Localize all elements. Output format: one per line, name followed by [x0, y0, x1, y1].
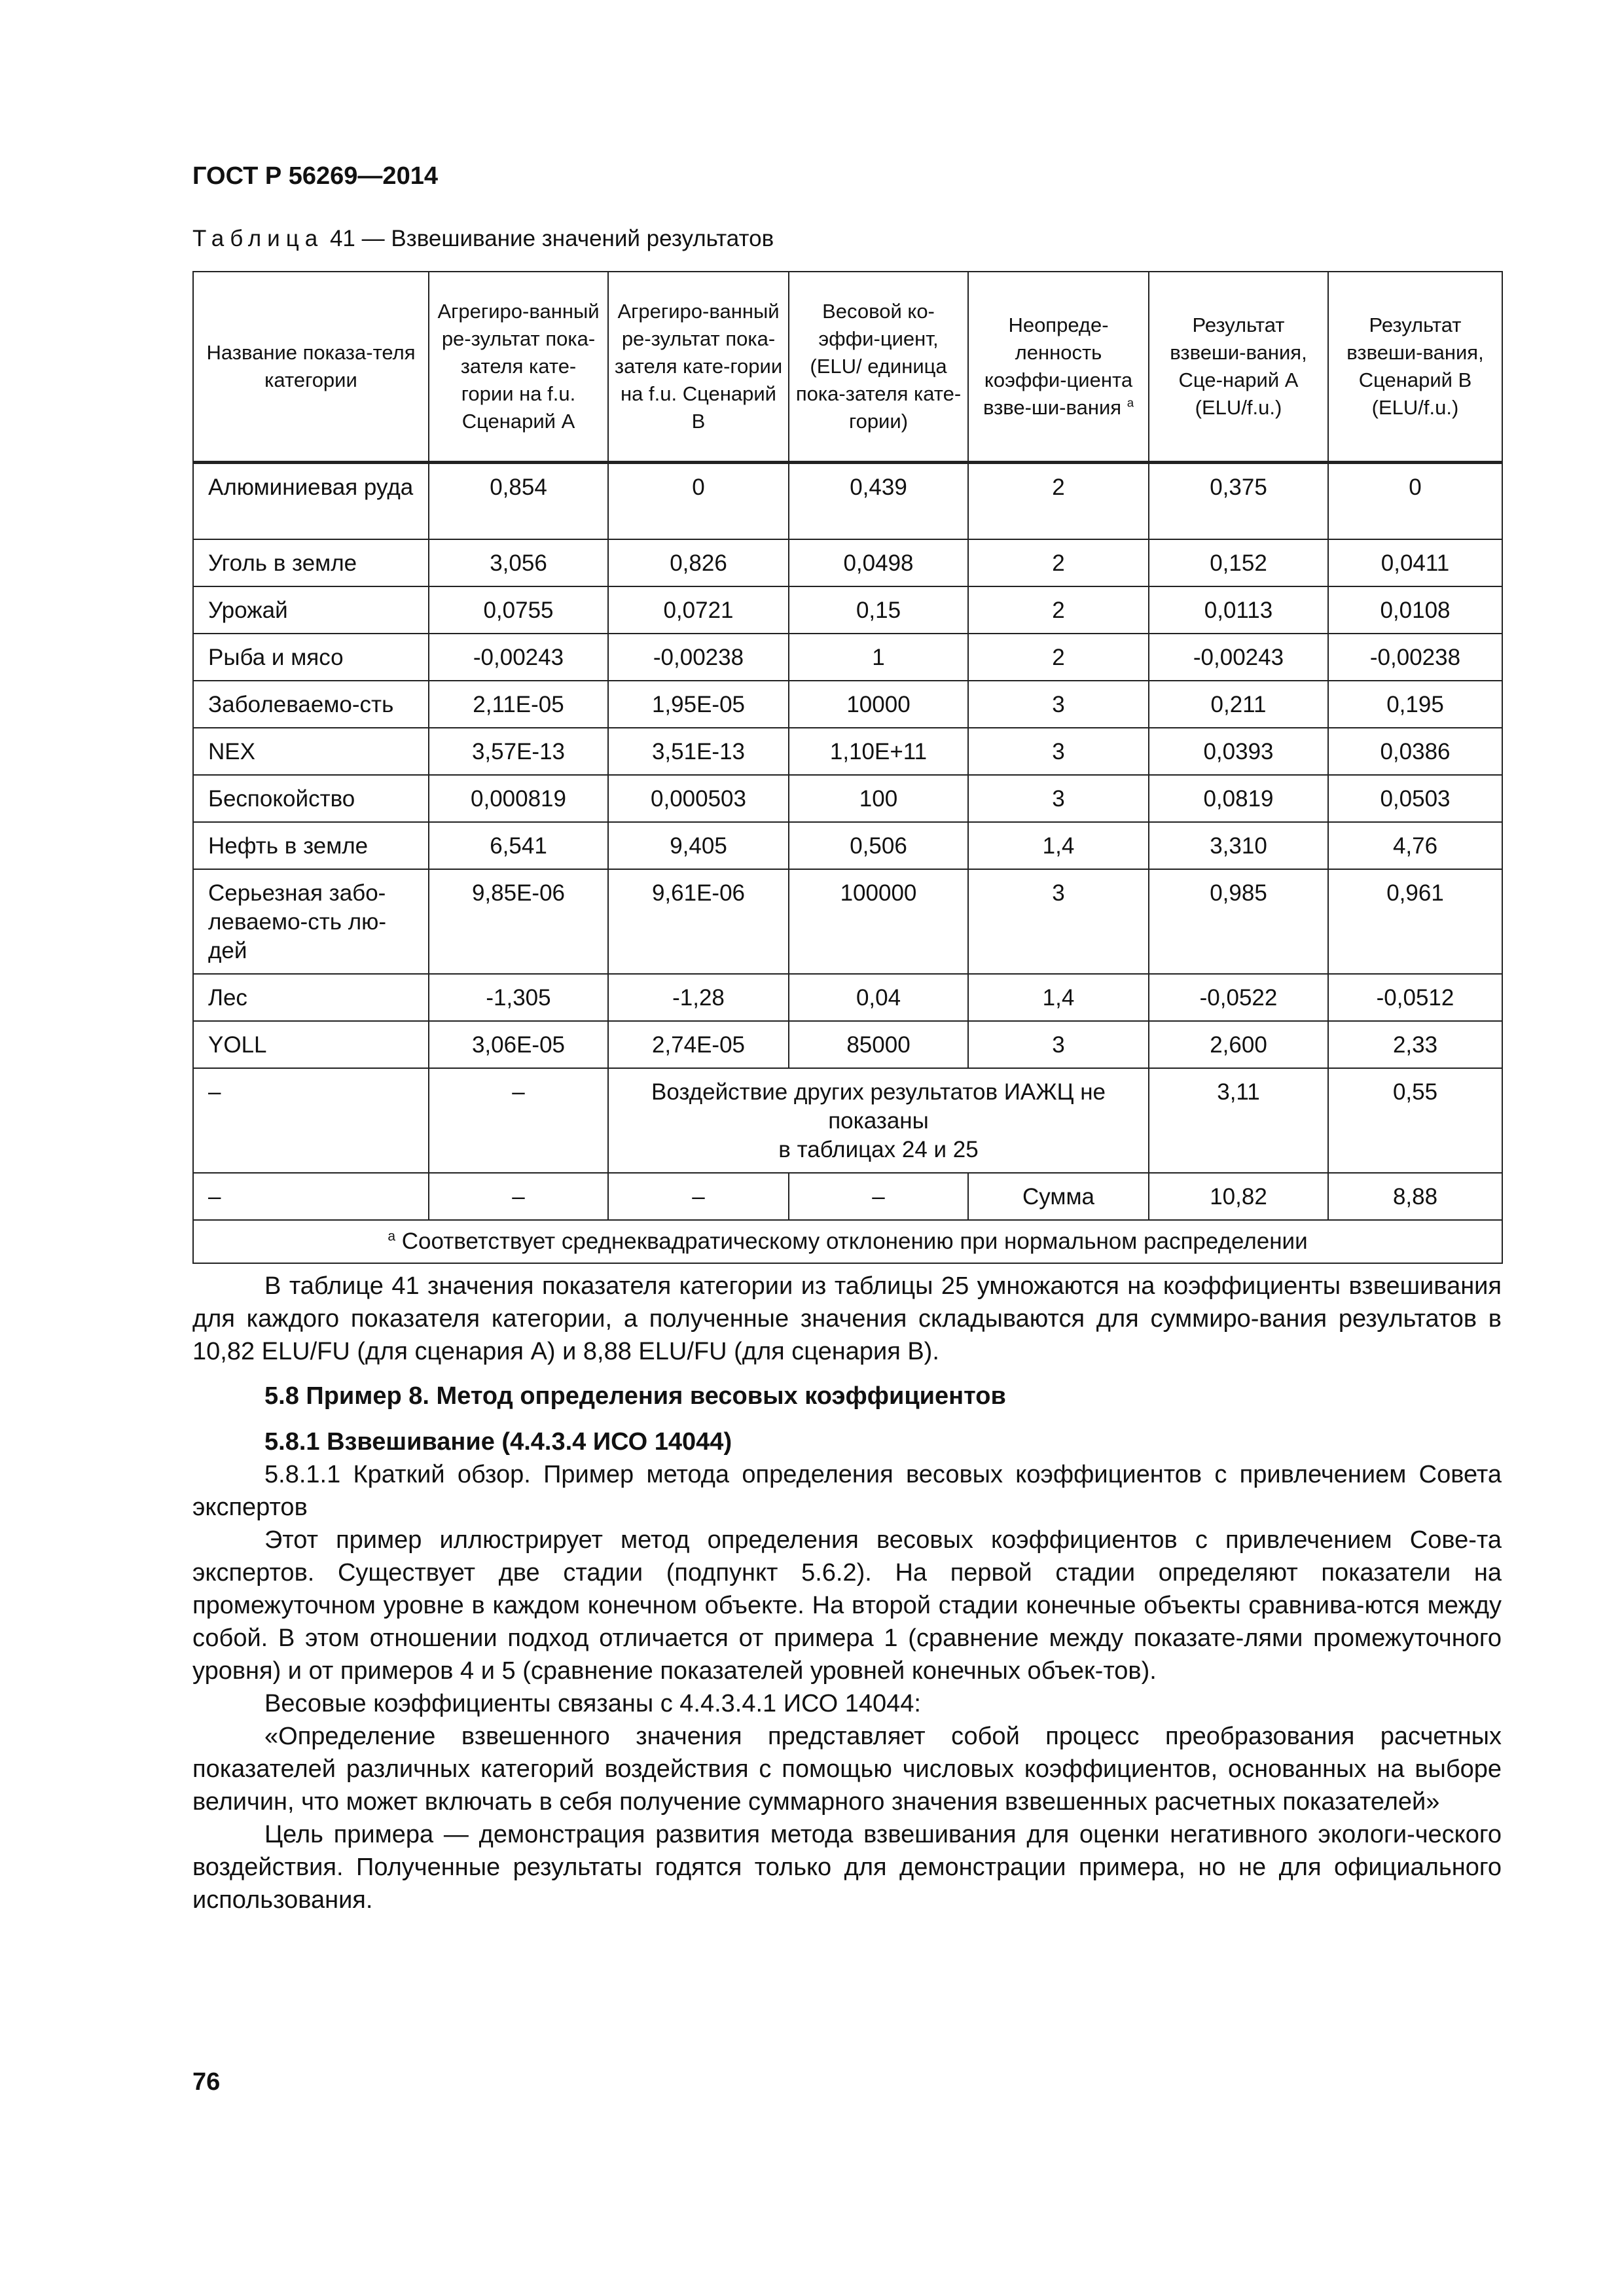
cell-weight: 1,10E+11	[789, 728, 968, 775]
header-uncertainty	[968, 272, 1149, 463]
paragraph-goal: Цель примера — демонстрация развития метода взвешивания для оценки негативного экологи-ческого воздействия. Полученные результаты годятся только для демонстрации примера, но не для официального использования.	[192, 1821, 1502, 1914]
section-heading-5-8-1: 5.8.1 Взвешивание (4.4.3.4 ИСО 14044)	[264, 1428, 732, 1456]
table-footnote-row	[193, 1220, 1502, 1263]
cell-a: -1,305	[429, 974, 608, 1021]
cell-weight: 0,439	[789, 463, 968, 540]
cell-name: NEX	[193, 728, 429, 775]
cell-result-a: 0,152	[1149, 539, 1328, 586]
cell-weight: 1	[789, 634, 968, 681]
cell-uncertainty: 3	[968, 728, 1149, 775]
cell-result-b: 0,55	[1328, 1068, 1502, 1173]
cell-uncertainty: 2	[968, 586, 1149, 634]
header-result-b: Результат взвеши-вания, Сценарий В (ELU/f.u.)	[1328, 272, 1502, 463]
document-header: ГОСТ Р 56269—2014	[192, 162, 438, 190]
cell-weight: 100000	[789, 869, 968, 974]
footnote-mark: a	[388, 1229, 396, 1244]
cell-weight: 0,04	[789, 974, 968, 1021]
page-number: 76	[192, 2068, 221, 2096]
table-row	[193, 681, 1502, 728]
cell-a: -0,00243	[429, 634, 608, 681]
table-caption	[192, 226, 774, 252]
table-row	[193, 728, 1502, 775]
cell-a: 0,000819	[429, 775, 608, 822]
cell-result-a: 2,600	[1149, 1021, 1328, 1068]
header-aggregated-a: Агрегиро-ванный ре-зультат пока-зателя кате-гории на f.u. Сценарий А	[429, 272, 608, 463]
table-footnote	[193, 1220, 1502, 1263]
cell-result-a: 0,0819	[1149, 775, 1328, 822]
cell-uncertainty: 3	[968, 681, 1149, 728]
cell-b: -0,00238	[608, 634, 789, 681]
cell-name: –	[193, 1068, 429, 1173]
cell-result-b: 2,33	[1328, 1021, 1502, 1068]
cell-uncertainty: 2	[968, 634, 1149, 681]
cell-a: 3,056	[429, 539, 608, 586]
cell-name: Алюминиевая руда	[193, 463, 429, 540]
table-row	[193, 539, 1502, 586]
cell-name: Уголь в земле	[193, 539, 429, 586]
cell-result-a: 3,11	[1149, 1068, 1328, 1173]
cell-result-a: 3,310	[1149, 822, 1328, 869]
cell-a: 9,85E-06	[429, 869, 608, 974]
paragraph-quote: «Определение взвешенного значения представляет собой процесс преобразования расчетных показателей различных категорий воздействия с помощью числовых коэффициентов, основанных на выборе величин, что может включать в себя получение суммарного значения взвешенных расчетных показателей»	[192, 1723, 1502, 1816]
cell-b: 2,74E-05	[608, 1021, 789, 1068]
paragraph-overview: 5.8.1.1 Краткий обзор. Пример метода определения весовых коэффициентов с привлечением Совета экспертов	[192, 1461, 1502, 1521]
weighting-table	[192, 271, 1503, 1264]
table-row	[193, 463, 1502, 540]
other-note-line1: Воздействие других результатов ИАЖЦ не показаны	[651, 1079, 1106, 1134]
cell-other-note	[608, 1068, 1149, 1173]
header-uncertainty-sup: a	[1127, 395, 1134, 410]
body-text	[192, 1270, 1502, 1916]
header-result-a: Результат взвеши-вания, Сце-нарий А (ELU/f.u.)	[1149, 272, 1328, 463]
cell-result-b: 0	[1328, 463, 1502, 540]
paragraph-weights: Весовые коэффициенты связаны с 4.4.3.4.1 ИСО 14044:	[264, 1690, 921, 1717]
table-row-sum	[193, 1173, 1502, 1220]
cell-b: 9,61E-06	[608, 869, 789, 974]
cell-uncertainty: 1,4	[968, 974, 1149, 1021]
cell-b: 1,95E-05	[608, 681, 789, 728]
cell-uncertainty: 3	[968, 1021, 1149, 1068]
table-row	[193, 869, 1502, 974]
section-heading-5-8: 5.8 Пример 8. Метод определения весовых коэффициентов	[264, 1382, 1006, 1410]
cell-weight: 85000	[789, 1021, 968, 1068]
cell-result-b: 0,961	[1328, 869, 1502, 974]
cell-result-a: 0,985	[1149, 869, 1328, 974]
cell-result-a: 0,211	[1149, 681, 1328, 728]
cell-b: 0	[608, 463, 789, 540]
cell-result-b: 0,0386	[1328, 728, 1502, 775]
cell-weight: 0,0498	[789, 539, 968, 586]
cell-a: 3,57E-13	[429, 728, 608, 775]
table-header-row	[193, 272, 1502, 463]
table-row	[193, 775, 1502, 822]
header-weight-factor: Весовой ко-эффи-циент, (ELU/ единица пока-зателя кате-гории)	[789, 272, 968, 463]
cell-uncertainty: 3	[968, 775, 1149, 822]
cell-weight: 0,15	[789, 586, 968, 634]
cell-uncertainty: 3	[968, 869, 1149, 974]
cell-name: Серьезная забо-леваемо-сть лю-дей	[193, 869, 429, 974]
paragraph-summary: В таблице 41 значения показателя категории из таблицы 25 умножаются на коэффициенты взвешивания для каждого показателя категории, а полученные значения складываются для суммиро-вания результатов в 10,82 ELU/FU (для сценария А) и 8,88 ELU/FU (для сценария В).	[192, 1272, 1502, 1365]
cell-b: 3,51E-13	[608, 728, 789, 775]
cell-name: –	[193, 1173, 429, 1220]
table-row-other-results	[193, 1068, 1502, 1173]
header-aggregated-b: Агрегиро-ванный ре-зультат пока-зателя кате-гории на f.u. Сценарий В	[608, 272, 789, 463]
table-caption-prefix: Таблица	[192, 226, 324, 251]
cell-result-a: 0,0393	[1149, 728, 1328, 775]
cell-result-b: 0,0108	[1328, 586, 1502, 634]
cell-uncertainty: 2	[968, 463, 1149, 540]
cell-b: -1,28	[608, 974, 789, 1021]
cell-result-b: 0,0503	[1328, 775, 1502, 822]
cell-uncertainty: 1,4	[968, 822, 1149, 869]
cell-result-b: 0,0411	[1328, 539, 1502, 586]
cell-a: 6,541	[429, 822, 608, 869]
cell-result-b: 8,88	[1328, 1173, 1502, 1220]
cell-a: 2,11E-05	[429, 681, 608, 728]
cell-uncertainty: 2	[968, 539, 1149, 586]
cell-name: Нефть в земле	[193, 822, 429, 869]
cell-name: Урожай	[193, 586, 429, 634]
cell-weight: 100	[789, 775, 968, 822]
cell-b: 0,0721	[608, 586, 789, 634]
cell-a: –	[429, 1173, 608, 1220]
footnote-text: Соответствует среднеквадратическому отклонению при нормальном распределении	[395, 1229, 1308, 1254]
cell-result-b: 0,195	[1328, 681, 1502, 728]
cell-a: 3,06E-05	[429, 1021, 608, 1068]
cell-result-b: 4,76	[1328, 822, 1502, 869]
header-uncertainty-text: Неопреде-ленность коэффи-циента взве-ши-вания	[983, 314, 1133, 419]
cell-result-a: 10,82	[1149, 1173, 1328, 1220]
cell-result-a: -0,0522	[1149, 974, 1328, 1021]
cell-a: –	[429, 1068, 608, 1173]
cell-result-b: -0,0512	[1328, 974, 1502, 1021]
table-row	[193, 634, 1502, 681]
table-row	[193, 586, 1502, 634]
header-category-name: Название показа-теля категории	[193, 272, 429, 463]
table-caption-title: 41 — Взвешивание значений результатов	[323, 226, 774, 251]
cell-weight: 10000	[789, 681, 968, 728]
table-row	[193, 974, 1502, 1021]
cell-b: 0,000503	[608, 775, 789, 822]
cell-b: 9,405	[608, 822, 789, 869]
cell-b: 0,826	[608, 539, 789, 586]
cell-result-b: -0,00238	[1328, 634, 1502, 681]
table-row	[193, 1021, 1502, 1068]
cell-weight: –	[789, 1173, 968, 1220]
cell-name: Рыба и мясо	[193, 634, 429, 681]
cell-a: 0,854	[429, 463, 608, 540]
cell-result-a: 0,375	[1149, 463, 1328, 540]
table-row	[193, 822, 1502, 869]
cell-sum-label: Сумма	[968, 1173, 1149, 1220]
cell-result-a: -0,00243	[1149, 634, 1328, 681]
cell-result-a: 0,0113	[1149, 586, 1328, 634]
other-note-line2: в таблицах 24 и 25	[778, 1137, 979, 1162]
cell-name: Беспокойство	[193, 775, 429, 822]
cell-name: Лес	[193, 974, 429, 1021]
cell-name: YOLL	[193, 1021, 429, 1068]
cell-weight: 0,506	[789, 822, 968, 869]
cell-b: –	[608, 1173, 789, 1220]
cell-a: 0,0755	[429, 586, 608, 634]
cell-name: Заболеваемо-сть	[193, 681, 429, 728]
paragraph-example: Этот пример иллюстрирует метод определения весовых коэффициентов с привлечением Сове-та экспертов. Существует две стадии (подпункт 5.6.2). На первой стадии определяют показатели на промежуточном уровне в каждом конечном объекте. На второй стадии конечные объекты сравнива-ются между собой. В этом отношении подход отличается от примера 1 (сравнение между показате-лями промежуточного уровня) и от примеров 4 и 5 (сравнение показателей уровней конечных объек-тов).	[192, 1526, 1502, 1685]
